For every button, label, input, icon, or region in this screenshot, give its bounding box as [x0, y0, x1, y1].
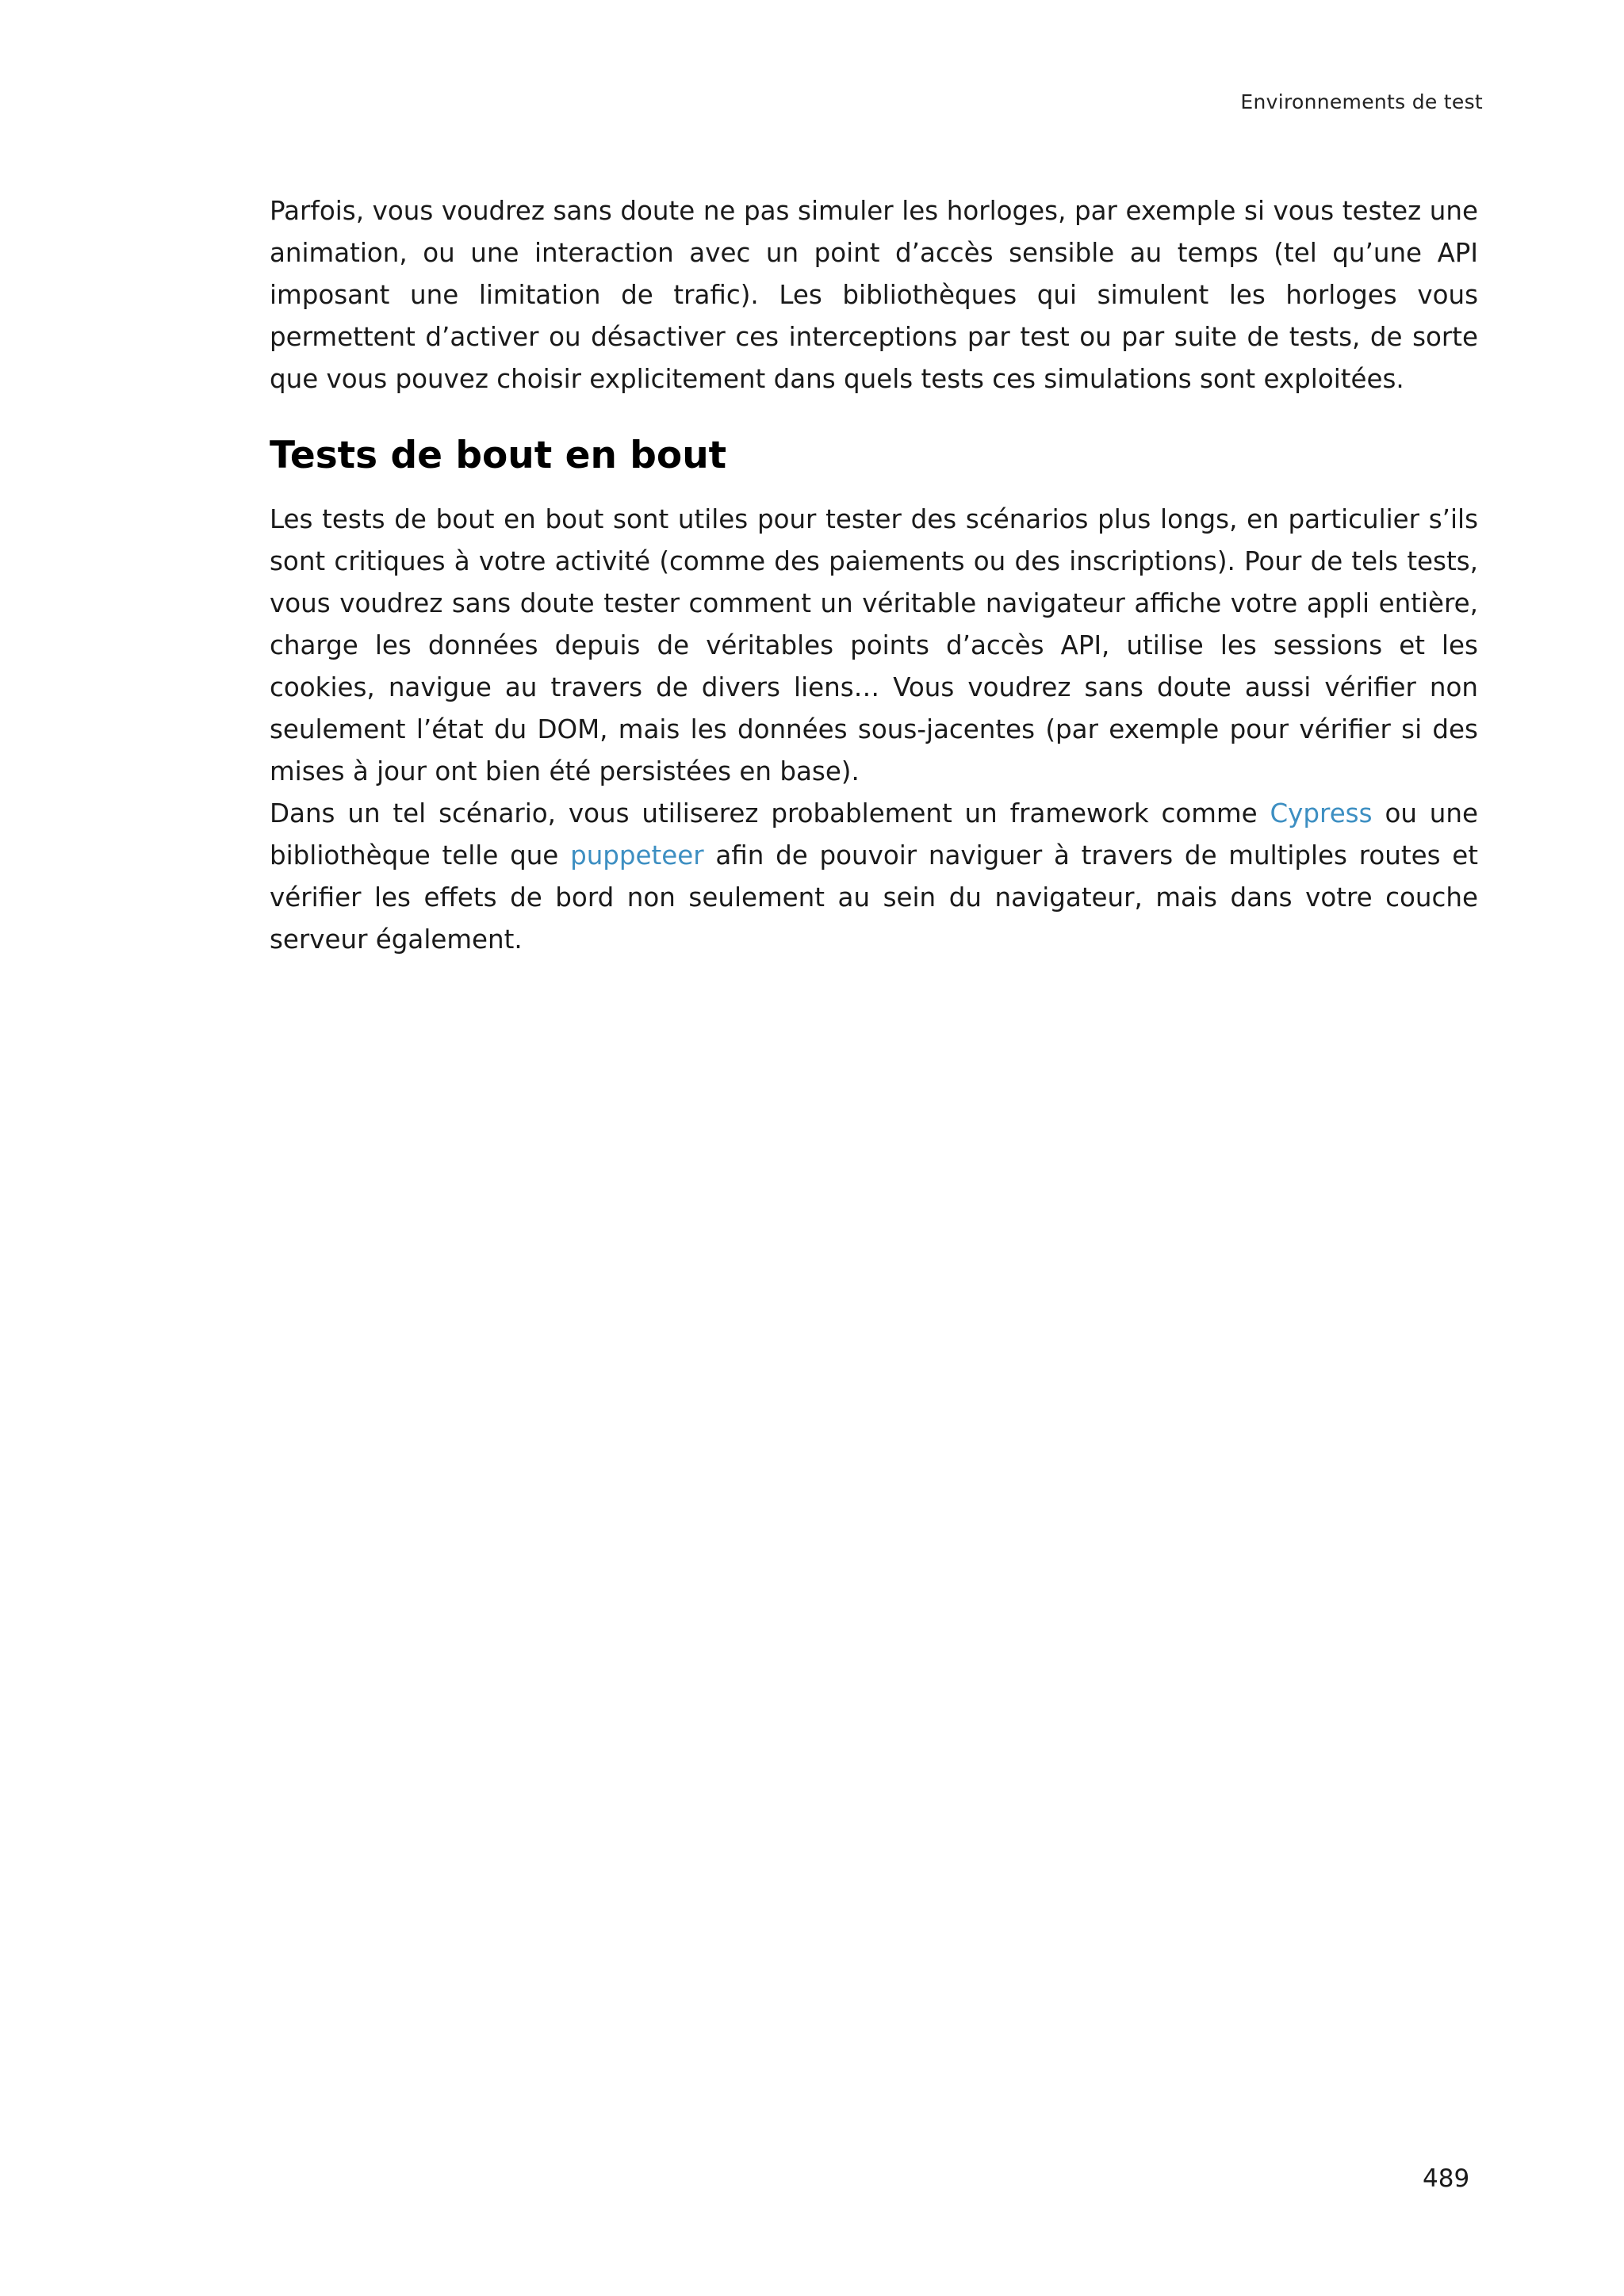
paragraph-text: ou une bibliothèque telle que: [270, 798, 1478, 871]
puppeteer-link[interactable]: puppeteer: [570, 840, 704, 871]
paragraph: Parfois, vous voudrez sans doute ne pas simuler les horloges, par exemple si vous testez une animation, ou une interaction avec un point d’accès sensible au temps (tel qu’une API imposant une limitation de trafic). Les bibliothèques qui simulent les horloges vous permettent d’activer ou désactiver ces interceptions par test ou par suite de tests, de sorte que vous pouvez choisir explicitement dans quels tests ces simulations sont exploitées.: [270, 196, 1478, 394]
running-header: Environnements de test: [1240, 90, 1483, 113]
paragraph: [270, 793, 1478, 961]
paragraph: Les tests de bout en bout sont utiles pour tester des scénarios plus longs, en particulier s’ils sont critiques à votre activité (comme des paiements ou des inscriptions). Pour de tels tests, vous voudrez sans doute tester comment un véritable navigateur affiche votre appli entière, charge les données depuis de véritables points d’accès API, utilise les sessions et les cookies, navigue au travers de divers liens… Vous voudrez sans doute aussi vérifier non seulement l’état du DOM, mais les données sous-jacentes (par exemple pour vérifier si des mises à jour ont bien été persistées en base).: [270, 504, 1478, 786]
paragraph-text: Dans un tel scénario, vous utiliserez probablement un framework comme: [270, 798, 1270, 828]
paragraph-text: afin de pouvoir naviguer à travers de multiples routes et vérifier les effets de bord non seulement au sein du navigateur, mais dans votre couche serveur également.: [270, 840, 1478, 955]
page-content: [270, 190, 1478, 961]
page-number: 489: [1423, 2164, 1470, 2193]
cypress-link[interactable]: Cypress: [1270, 798, 1373, 828]
section-heading: Tests de bout en bout: [270, 434, 727, 477]
